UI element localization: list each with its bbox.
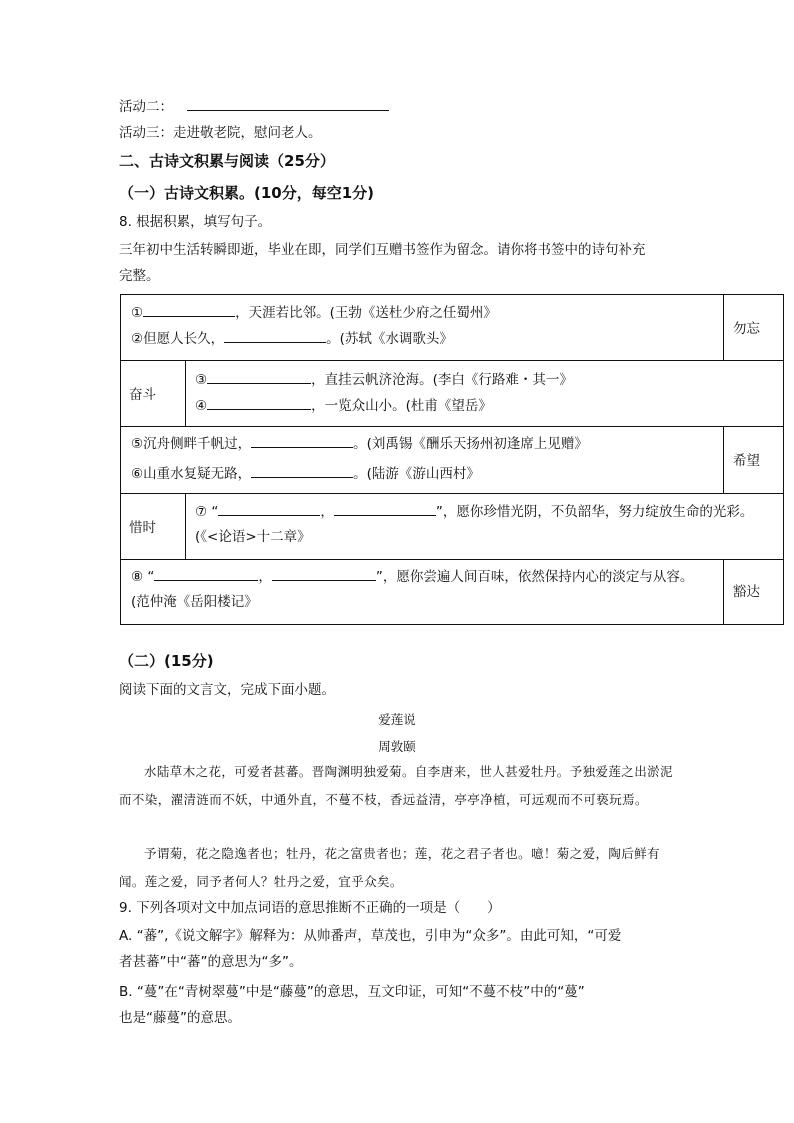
row4-line1-mid: ， xyxy=(320,504,334,520)
sub2-title: （二）(15分) xyxy=(119,652,214,670)
row4-blank1[interactable] xyxy=(218,501,320,516)
passage-title: 爱莲说 xyxy=(378,712,416,727)
row3-content xyxy=(121,427,724,493)
row1-line2 xyxy=(131,328,453,349)
q8-title: 8. 根据积累，填写句子。 xyxy=(119,214,272,230)
row1-line1-suffix: ，天涯若比邻。(王勃《送杜少府之任蜀州》 xyxy=(235,305,497,321)
row1-content xyxy=(121,295,724,360)
row4-keyword-cell xyxy=(121,494,186,559)
q9-option-a-line1: A. “蕃”,《说文解字》解释为：从帅番声，草茂也，引申为“众多”。由此可知，“可爱 xyxy=(119,928,622,944)
sub1-title: （一）古诗文积累。(10分，每空1分) xyxy=(119,184,375,202)
row2-line1-prefix: ③ xyxy=(195,372,208,388)
q9-option-b-line2: 也是“藤蔓”的意思。 xyxy=(119,1010,241,1026)
table-row-3 xyxy=(121,427,783,494)
row3-line2 xyxy=(131,463,480,484)
table-row-2 xyxy=(121,361,783,427)
row2-line1 xyxy=(195,369,573,390)
row4-line2: (《<论语>十二章》 xyxy=(195,529,311,545)
row2-blank2[interactable] xyxy=(207,395,311,410)
row2-line2-prefix: ④ xyxy=(195,398,208,414)
row4-line1-prefix: ⑦ “ xyxy=(195,504,219,520)
row1-line1 xyxy=(131,302,497,323)
row5-line1-prefix: ⑧ “ xyxy=(131,569,155,585)
passage-paragraph-1: 水陆草木之花，可爱者甚蕃。晋陶渊明独爱菊。自李唐来，世人甚爱牡丹。予独爱莲之出淤泥而不染，濯清涟而不妖，中通外直，不蔓不枝，香远益清，亭亭净植，可远观而不可亵玩焉。 xyxy=(119,764,673,807)
q9-option-a-line2: 者甚蕃”中“蕃”的意思为“多”。 xyxy=(119,954,303,970)
row3-keyword: 希望 xyxy=(733,453,760,469)
row3-line2-suffix: 。(陆游《游山西村》 xyxy=(353,466,480,482)
table-row-4 xyxy=(121,494,783,560)
row3-line2-prefix: ⑥山重水复疑无路， xyxy=(131,466,252,482)
row1-keyword: 勿忘 xyxy=(733,321,760,337)
row3-line1 xyxy=(131,433,588,454)
q9-option-b-line1: B. “蔓”在“青树翠蔓”中是“藤蔓”的意思，互文印证，可知“不蔓不枝”中的“蔓” xyxy=(119,984,585,1000)
table-row-1 xyxy=(121,295,783,361)
row2-line2 xyxy=(195,395,492,416)
row1-line2-suffix: 。(苏轼《水调歌头》 xyxy=(326,331,453,347)
row3-line1-suffix: 。(刘禹锡《酬乐天扬州初逢席上见赠》 xyxy=(353,436,588,452)
table-row-5 xyxy=(121,560,783,624)
row2-blank1[interactable] xyxy=(207,369,311,384)
row1-line1-prefix: ① xyxy=(131,305,144,321)
activity2-label: 活动二： xyxy=(119,99,173,115)
q8-intro-line2: 完整。 xyxy=(119,268,160,284)
section2-title: 二、古诗文积累与阅读（25分） xyxy=(119,152,335,170)
bookmark-table xyxy=(120,294,784,625)
row5-line1-suffix: ”，愿你尝遍人间百味，依然保持内心的淡定与从容。 xyxy=(375,569,694,585)
row2-keyword: 奋斗 xyxy=(129,387,156,403)
row5-line1 xyxy=(131,566,693,587)
row3-blank1[interactable] xyxy=(251,433,353,448)
row5-line1-mid: ， xyxy=(258,569,272,585)
q8-intro-line1: 三年初中生活转瞬即逝，毕业在即，同学们互赠书签作为留念。请你将书签中的诗句补充 xyxy=(119,242,646,258)
row1-blank2[interactable] xyxy=(224,328,326,343)
row5-line2: (范仲淹《岳阳楼记》 xyxy=(131,594,258,610)
row3-blank2[interactable] xyxy=(251,463,353,478)
reading-instruction: 阅读下面的文言文，完成下面小题。 xyxy=(119,682,335,698)
activity2-blank[interactable] xyxy=(187,96,389,111)
row1-line2-prefix: ②但愿人长久， xyxy=(131,331,225,347)
row1-blank1[interactable] xyxy=(143,302,235,317)
activity2-line xyxy=(119,96,389,117)
row4-keyword: 惜时 xyxy=(129,520,156,536)
row4-line1-suffix: ”，愿你珍惜光阴，不负韶华，努力绽放生命的光彩。 xyxy=(435,504,754,520)
row5-content xyxy=(121,560,724,624)
row5-blank1[interactable] xyxy=(154,566,258,581)
row5-keyword: 豁达 xyxy=(733,584,760,600)
activity3-text: 活动三：走进敬老院，慰问老人。 xyxy=(119,125,322,141)
row4-line1 xyxy=(195,501,753,522)
row4-blank2[interactable] xyxy=(334,501,436,516)
row2-keyword-cell xyxy=(121,361,186,426)
row2-line2-suffix: ，一览众山小。(杜甫《望岳》 xyxy=(311,398,492,414)
row5-blank2[interactable] xyxy=(272,566,376,581)
row3-line1-prefix: ⑤沉舟侧畔千帆过， xyxy=(131,436,252,452)
passage-author: 周敦颐 xyxy=(378,739,416,754)
row2-line1-suffix: ，直挂云帆济沧海。(李白《行路难・其一》 xyxy=(311,372,573,388)
passage-paragraph-2: 予谓菊，花之隐逸者也；牡丹，花之富贵者也；莲，花之君子者也。噫！菊之爱，陶后鲜有闻。莲之爱，同予者何人？牡丹之爱，宜乎众矣。 xyxy=(119,846,661,889)
q9-title: 9. 下列各项对文中加点词语的意思推断不正确的一项是（ ） xyxy=(119,900,501,916)
